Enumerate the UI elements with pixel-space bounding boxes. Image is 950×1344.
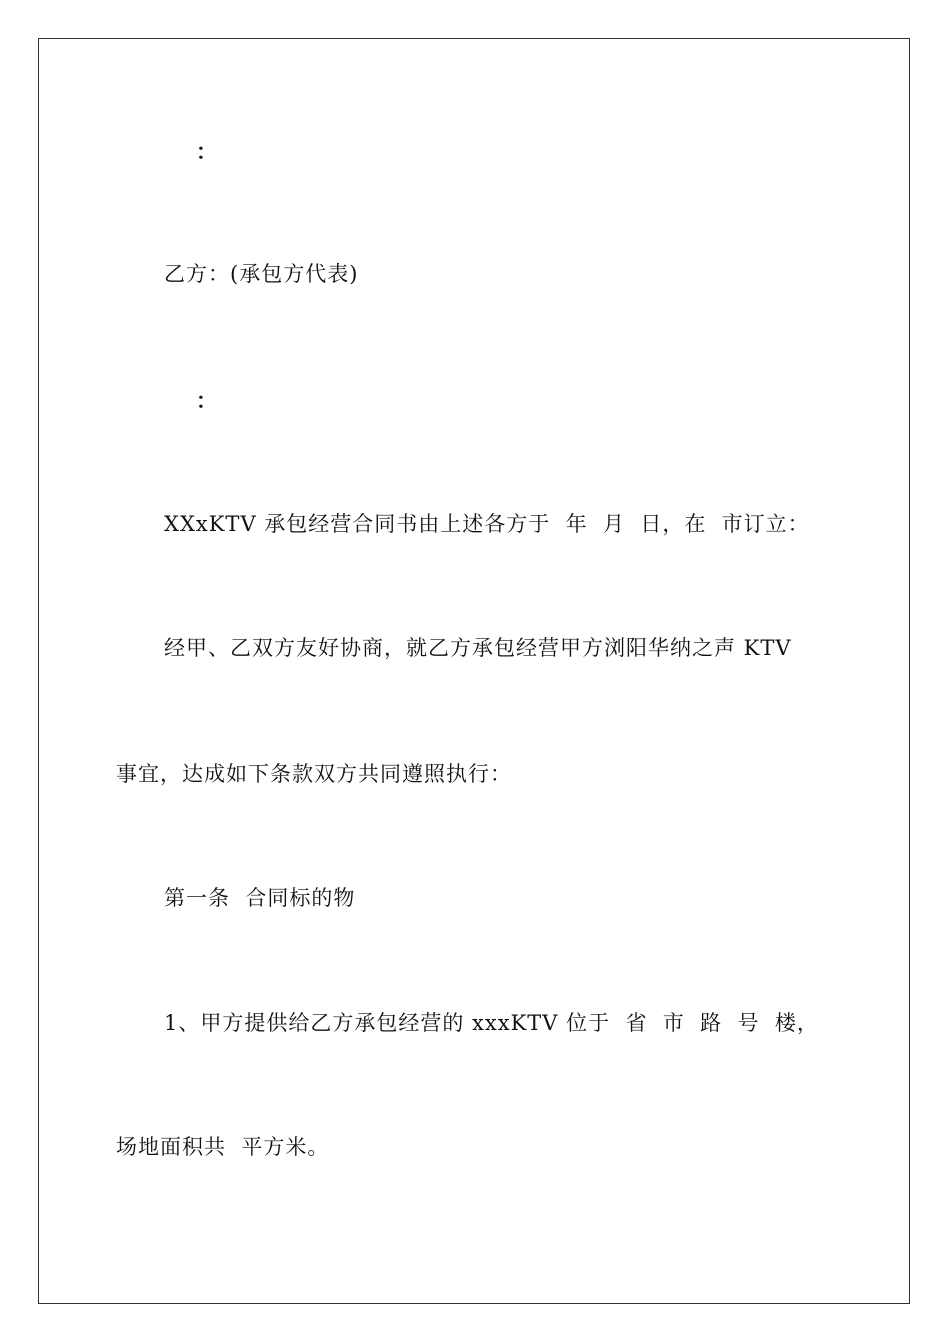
party-b-line: 乙方：(承包方代表) [164, 262, 359, 286]
colon-line-2: ： [196, 388, 218, 413]
contract-signing-line: XXxKTV 承包经营合同书由上述各方于 年 月 日，在 市订立： [164, 512, 810, 536]
page-border [38, 38, 910, 1304]
article-1-heading: 第一条 合同标的物 [164, 886, 356, 910]
colon-line-1: ： [196, 139, 218, 164]
paragraph-1-line-2: 事宜，达成如下条款双方共同遵照执行： [116, 762, 512, 786]
paragraph-1-line-1: 经甲、乙双方友好协商，就乙方承包经营甲方浏阳华纳之声 KTV [164, 636, 792, 660]
clause-1-line-1: 1、甲方提供给乙方承包经营的 xxxKTV 位于 省 市 路 号 楼， [164, 1011, 819, 1035]
clause-1-line-2: 场地面积共 平方米。 [116, 1135, 330, 1159]
